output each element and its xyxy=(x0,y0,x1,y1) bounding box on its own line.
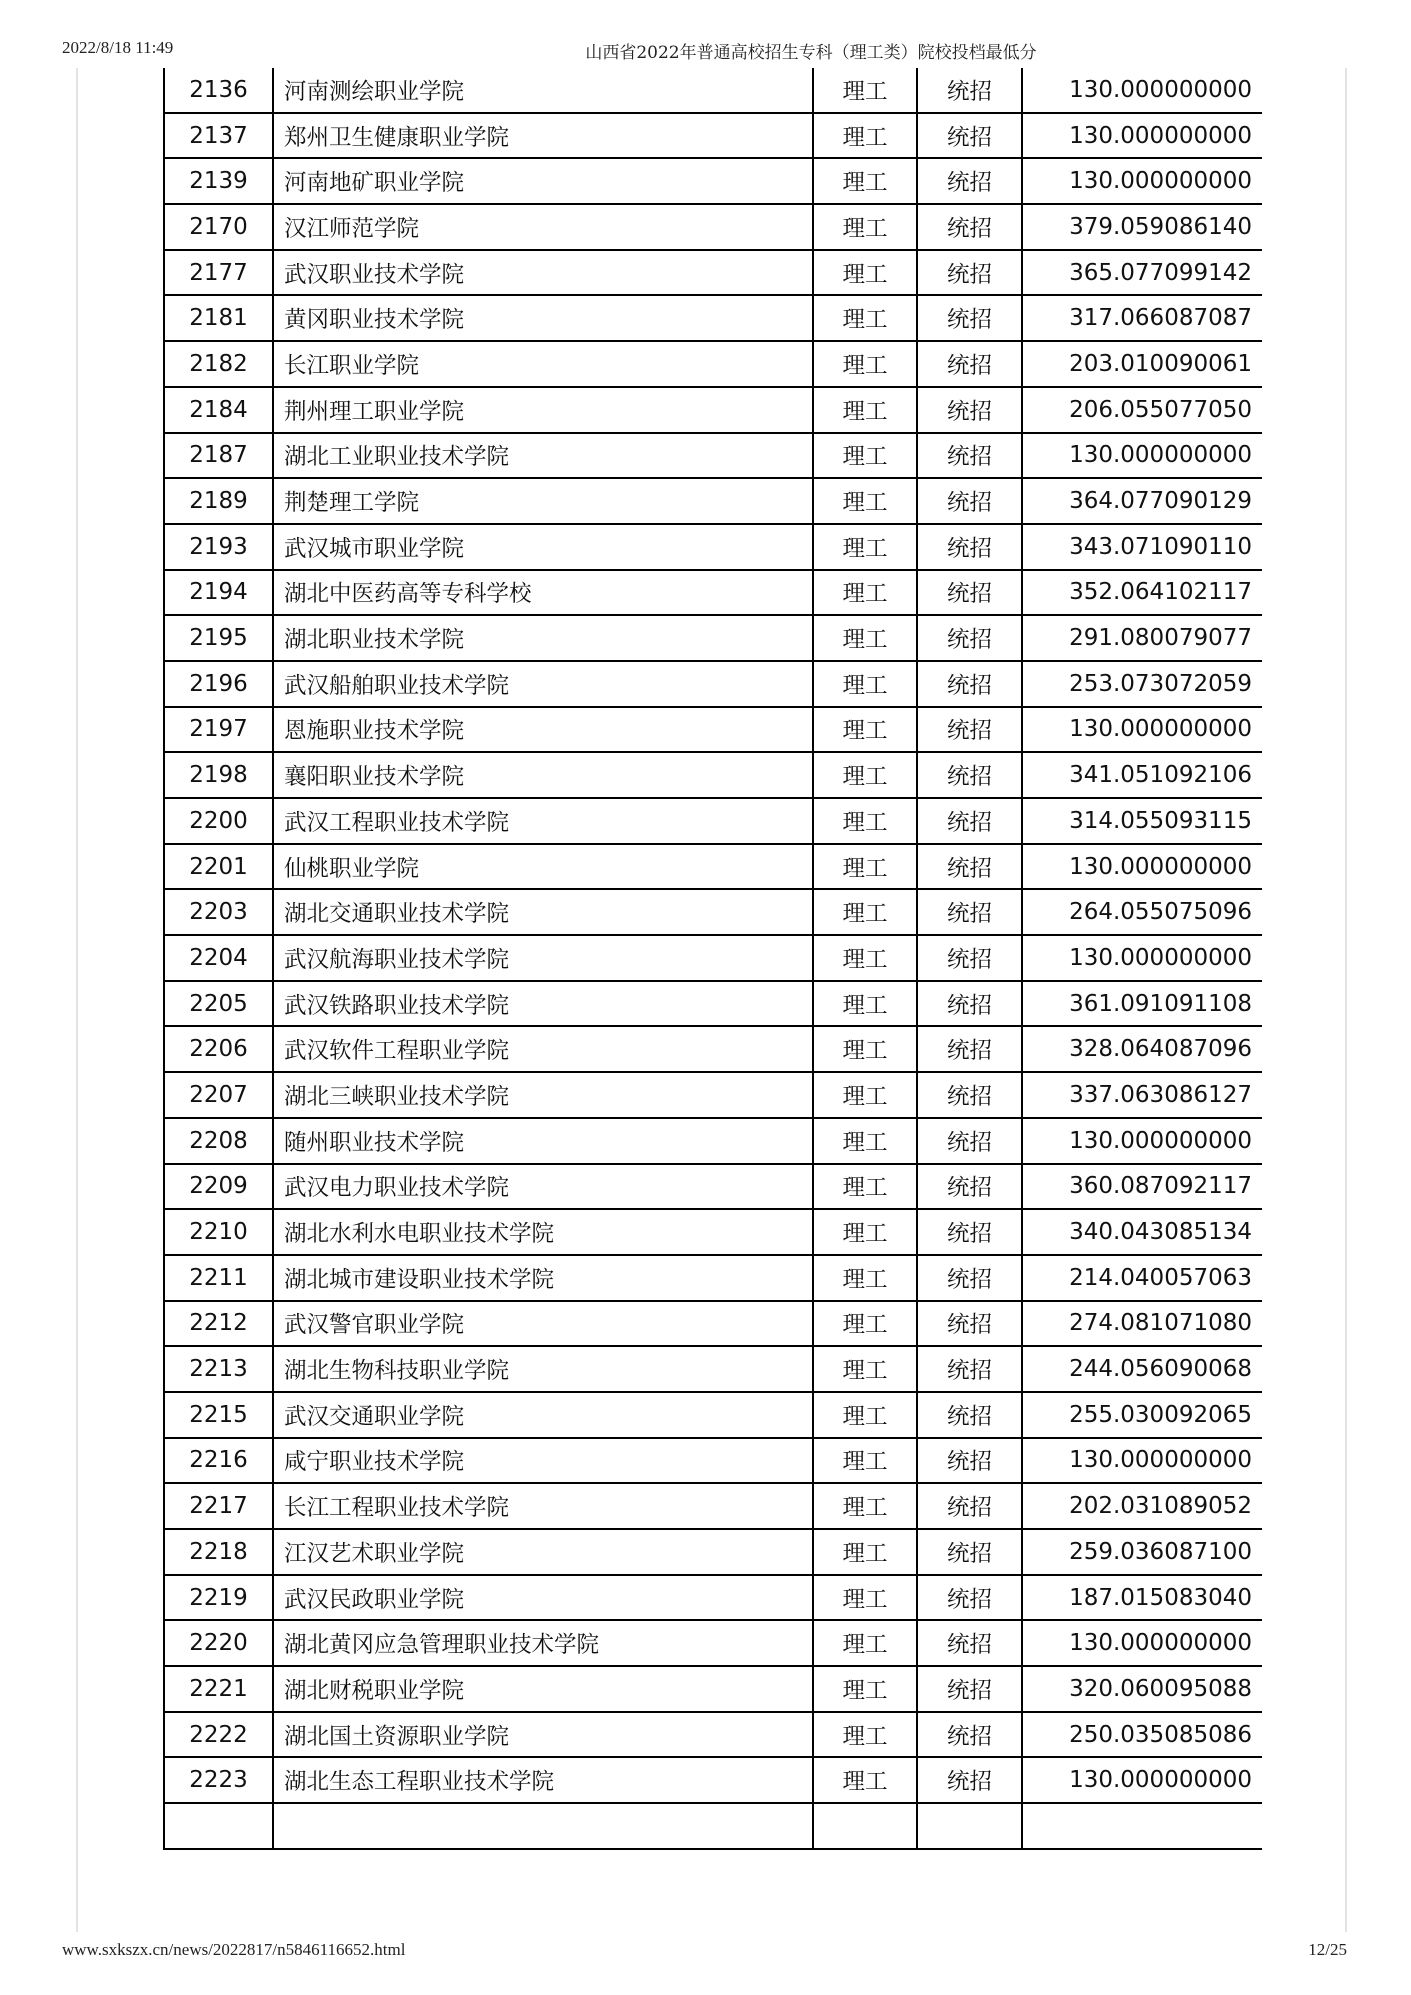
table-row xyxy=(164,1575,1262,1621)
school-code-cell: 2196 xyxy=(164,661,273,707)
table-row xyxy=(164,570,1262,616)
school-name-cell: 湖北城市建设职业技术学院 xyxy=(273,1255,813,1301)
table-row xyxy=(164,68,1262,113)
min-score-cell: 130.000000000 xyxy=(1022,844,1262,890)
category-cell: 理工 xyxy=(813,1301,917,1347)
batch-cell: 统招 xyxy=(917,158,1022,204)
table-row xyxy=(164,1483,1262,1529)
table-row xyxy=(164,889,1262,935)
school-name-cell: 恩施职业技术学院 xyxy=(273,707,813,753)
min-score-cell: 361.091091108 xyxy=(1022,981,1262,1027)
batch-cell: 统招 xyxy=(917,387,1022,433)
category-cell: 理工 xyxy=(813,1209,917,1255)
batch-cell: 统招 xyxy=(917,113,1022,159)
min-score-cell: 130.000000000 xyxy=(1022,1438,1262,1484)
page-title: 山西省2022年普通高校招生专科（理工类）院校投档最低分 xyxy=(585,43,1037,63)
batch-cell: 统招 xyxy=(917,1118,1022,1164)
batch-cell: 统招 xyxy=(917,889,1022,935)
school-name-cell: 湖北交通职业技术学院 xyxy=(273,889,813,935)
school-name-cell: 湖北生物科技职业学院 xyxy=(273,1346,813,1392)
school-code-cell: 2207 xyxy=(164,1072,273,1118)
table-row xyxy=(164,250,1262,296)
category-cell: 理工 xyxy=(813,1346,917,1392)
min-score-cell: 360.087092117 xyxy=(1022,1164,1262,1210)
batch-cell: 统招 xyxy=(917,1529,1022,1575)
school-code-cell: 2216 xyxy=(164,1438,273,1484)
category-cell: 理工 xyxy=(813,1438,917,1484)
category-cell: 理工 xyxy=(813,1392,917,1438)
category-cell: 理工 xyxy=(813,889,917,935)
table-row xyxy=(164,478,1262,524)
table-row xyxy=(164,798,1262,844)
category-cell: 理工 xyxy=(813,478,917,524)
table-row xyxy=(164,1620,1262,1666)
table-row xyxy=(164,1712,1262,1758)
school-code-cell: 2212 xyxy=(164,1301,273,1347)
school-name-cell: 湖北财税职业学院 xyxy=(273,1666,813,1712)
school-name-cell: 河南地矿职业学院 xyxy=(273,158,813,204)
batch-cell: 统招 xyxy=(917,661,1022,707)
school-name-cell: 荆州理工职业学院 xyxy=(273,387,813,433)
batch-cell: 统招 xyxy=(917,752,1022,798)
category-cell: 理工 xyxy=(813,935,917,981)
table-body xyxy=(164,68,1262,1849)
min-score-cell: 352.064102117 xyxy=(1022,570,1262,616)
category-cell: 理工 xyxy=(813,295,917,341)
school-name-cell: 湖北三峡职业技术学院 xyxy=(273,1072,813,1118)
batch-cell: 统招 xyxy=(917,981,1022,1027)
table-row xyxy=(164,158,1262,204)
school-code-cell: 2218 xyxy=(164,1529,273,1575)
min-score-cell: 274.081071080 xyxy=(1022,1301,1262,1347)
footer-url: www.sxkszx.cn/news/2022817/n5846116652.html xyxy=(62,1940,406,1959)
category-cell: 理工 xyxy=(813,981,917,1027)
school-name-cell: 湖北国土资源职业学院 xyxy=(273,1712,813,1758)
min-score-cell: 340.043085134 xyxy=(1022,1209,1262,1255)
school-code-cell: 2201 xyxy=(164,844,273,890)
school-code-cell: 2193 xyxy=(164,524,273,570)
table-row xyxy=(164,1666,1262,1712)
category-cell: 理工 xyxy=(813,1712,917,1758)
school-name-cell: 河南测绘职业学院 xyxy=(273,68,813,113)
table-row xyxy=(164,295,1262,341)
batch-cell: 统招 xyxy=(917,478,1022,524)
print-datetime: 2022/8/18 11:49 xyxy=(62,38,174,57)
school-code-cell: 2187 xyxy=(164,433,273,479)
batch-cell: 统招 xyxy=(917,524,1022,570)
school-name-cell: 湖北工业职业技术学院 xyxy=(273,433,813,479)
school-name-cell xyxy=(273,1803,813,1849)
table-row xyxy=(164,1118,1262,1164)
category-cell: 理工 xyxy=(813,615,917,661)
school-code-cell: 2197 xyxy=(164,707,273,753)
batch-cell: 统招 xyxy=(917,798,1022,844)
min-score-cell: 337.063086127 xyxy=(1022,1072,1262,1118)
min-score-cell: 253.073072059 xyxy=(1022,661,1262,707)
category-cell: 理工 xyxy=(813,250,917,296)
school-name-cell: 荆楚理工学院 xyxy=(273,478,813,524)
category-cell: 理工 xyxy=(813,433,917,479)
category-cell: 理工 xyxy=(813,1620,917,1666)
table-row xyxy=(164,981,1262,1027)
batch-cell: 统招 xyxy=(917,707,1022,753)
table-row xyxy=(164,1803,1262,1849)
category-cell: 理工 xyxy=(813,661,917,707)
min-score-cell: 341.051092106 xyxy=(1022,752,1262,798)
school-name-cell: 长江工程职业技术学院 xyxy=(273,1483,813,1529)
batch-cell: 统招 xyxy=(917,1072,1022,1118)
category-cell: 理工 xyxy=(813,1529,917,1575)
min-score-cell: 259.036087100 xyxy=(1022,1529,1262,1575)
school-code-cell: 2177 xyxy=(164,250,273,296)
school-name-cell: 湖北职业技术学院 xyxy=(273,615,813,661)
school-code-cell: 2213 xyxy=(164,1346,273,1392)
admission-scores-table-container xyxy=(163,68,1262,1932)
batch-cell: 统招 xyxy=(917,1392,1022,1438)
table-row xyxy=(164,1346,1262,1392)
school-code-cell: 2210 xyxy=(164,1209,273,1255)
school-name-cell: 武汉警官职业学院 xyxy=(273,1301,813,1347)
school-code-cell: 2206 xyxy=(164,1026,273,1072)
school-code-cell xyxy=(164,1803,273,1849)
category-cell: 理工 xyxy=(813,1118,917,1164)
table-row xyxy=(164,1757,1262,1803)
school-name-cell: 武汉铁路职业技术学院 xyxy=(273,981,813,1027)
table-row xyxy=(164,387,1262,433)
category-cell: 理工 xyxy=(813,1164,917,1210)
school-code-cell: 2222 xyxy=(164,1712,273,1758)
school-code-cell: 2198 xyxy=(164,752,273,798)
school-code-cell: 2137 xyxy=(164,113,273,159)
min-score-cell: 130.000000000 xyxy=(1022,113,1262,159)
category-cell: 理工 xyxy=(813,707,917,753)
table-row xyxy=(164,844,1262,890)
category-cell: 理工 xyxy=(813,387,917,433)
table-row xyxy=(164,1209,1262,1255)
school-name-cell: 长江职业学院 xyxy=(273,341,813,387)
table-row xyxy=(164,1438,1262,1484)
table-row xyxy=(164,1164,1262,1210)
min-score-cell: 130.000000000 xyxy=(1022,1620,1262,1666)
category-cell: 理工 xyxy=(813,113,917,159)
min-score-cell: 320.060095088 xyxy=(1022,1666,1262,1712)
school-code-cell: 2181 xyxy=(164,295,273,341)
school-code-cell: 2136 xyxy=(164,68,273,113)
batch-cell: 统招 xyxy=(917,1026,1022,1072)
category-cell xyxy=(813,1803,917,1849)
batch-cell: 统招 xyxy=(917,1620,1022,1666)
category-cell: 理工 xyxy=(813,1757,917,1803)
school-name-cell: 湖北黄冈应急管理职业技术学院 xyxy=(273,1620,813,1666)
batch-cell xyxy=(917,1803,1022,1849)
school-code-cell: 2203 xyxy=(164,889,273,935)
min-score-cell: 130.000000000 xyxy=(1022,1118,1262,1164)
table-row xyxy=(164,433,1262,479)
table-row xyxy=(164,752,1262,798)
category-cell: 理工 xyxy=(813,570,917,616)
min-score-cell: 130.000000000 xyxy=(1022,433,1262,479)
batch-cell: 统招 xyxy=(917,1712,1022,1758)
min-score-cell: 214.040057063 xyxy=(1022,1255,1262,1301)
batch-cell: 统招 xyxy=(917,570,1022,616)
school-code-cell: 2189 xyxy=(164,478,273,524)
school-code-cell: 2204 xyxy=(164,935,273,981)
batch-cell: 统招 xyxy=(917,68,1022,113)
school-name-cell: 武汉交通职业学院 xyxy=(273,1392,813,1438)
school-name-cell: 武汉电力职业技术学院 xyxy=(273,1164,813,1210)
school-code-cell: 2195 xyxy=(164,615,273,661)
table-row xyxy=(164,935,1262,981)
min-score-cell: 130.000000000 xyxy=(1022,1757,1262,1803)
school-code-cell: 2139 xyxy=(164,158,273,204)
batch-cell: 统招 xyxy=(917,1483,1022,1529)
school-code-cell: 2221 xyxy=(164,1666,273,1712)
min-score-cell: 365.077099142 xyxy=(1022,250,1262,296)
min-score-cell: 130.000000000 xyxy=(1022,935,1262,981)
school-name-cell: 湖北水利水电职业技术学院 xyxy=(273,1209,813,1255)
category-cell: 理工 xyxy=(813,341,917,387)
batch-cell: 统招 xyxy=(917,1575,1022,1621)
batch-cell: 统招 xyxy=(917,1164,1022,1210)
min-score-cell: 206.055077050 xyxy=(1022,387,1262,433)
batch-cell: 统招 xyxy=(917,433,1022,479)
batch-cell: 统招 xyxy=(917,844,1022,890)
school-name-cell: 武汉民政职业学院 xyxy=(273,1575,813,1621)
category-cell: 理工 xyxy=(813,204,917,250)
school-code-cell: 2194 xyxy=(164,570,273,616)
category-cell: 理工 xyxy=(813,1666,917,1712)
table-row xyxy=(164,1255,1262,1301)
school-code-cell: 2223 xyxy=(164,1757,273,1803)
batch-cell: 统招 xyxy=(917,615,1022,661)
table-row xyxy=(164,524,1262,570)
min-score-cell: 314.055093115 xyxy=(1022,798,1262,844)
school-code-cell: 2182 xyxy=(164,341,273,387)
table-row xyxy=(164,1301,1262,1347)
page-frame-left-border xyxy=(76,68,78,1932)
school-name-cell: 随州职业技术学院 xyxy=(273,1118,813,1164)
min-score-cell: 130.000000000 xyxy=(1022,68,1262,113)
min-score-cell: 203.010090061 xyxy=(1022,341,1262,387)
school-code-cell: 2220 xyxy=(164,1620,273,1666)
school-code-cell: 2208 xyxy=(164,1118,273,1164)
school-name-cell: 武汉船舶职业技术学院 xyxy=(273,661,813,707)
min-score-cell: 130.000000000 xyxy=(1022,158,1262,204)
school-code-cell: 2215 xyxy=(164,1392,273,1438)
batch-cell: 统招 xyxy=(917,1255,1022,1301)
min-score-cell: 244.056090068 xyxy=(1022,1346,1262,1392)
school-name-cell: 黄冈职业技术学院 xyxy=(273,295,813,341)
table-row xyxy=(164,615,1262,661)
table-row xyxy=(164,707,1262,753)
category-cell: 理工 xyxy=(813,1026,917,1072)
min-score-cell: 379.059086140 xyxy=(1022,204,1262,250)
min-score-cell: 202.031089052 xyxy=(1022,1483,1262,1529)
batch-cell: 统招 xyxy=(917,341,1022,387)
batch-cell: 统招 xyxy=(917,295,1022,341)
table-row xyxy=(164,1026,1262,1072)
min-score-cell: 364.077090129 xyxy=(1022,478,1262,524)
school-name-cell: 武汉软件工程职业学院 xyxy=(273,1026,813,1072)
school-code-cell: 2170 xyxy=(164,204,273,250)
school-name-cell: 武汉工程职业技术学院 xyxy=(273,798,813,844)
batch-cell: 统招 xyxy=(917,1757,1022,1803)
page-number: 12/25 xyxy=(1308,1940,1347,1959)
table-row xyxy=(164,341,1262,387)
batch-cell: 统招 xyxy=(917,204,1022,250)
min-score-cell: 187.015083040 xyxy=(1022,1575,1262,1621)
school-name-cell: 武汉航海职业技术学院 xyxy=(273,935,813,981)
school-name-cell: 江汉艺术职业学院 xyxy=(273,1529,813,1575)
category-cell: 理工 xyxy=(813,158,917,204)
page-frame-right-border xyxy=(1345,68,1347,1932)
school-code-cell: 2209 xyxy=(164,1164,273,1210)
category-cell: 理工 xyxy=(813,798,917,844)
category-cell: 理工 xyxy=(813,68,917,113)
table-row xyxy=(164,204,1262,250)
table-row xyxy=(164,1529,1262,1575)
school-code-cell: 2219 xyxy=(164,1575,273,1621)
min-score-cell: 343.071090110 xyxy=(1022,524,1262,570)
school-name-cell: 湖北生态工程职业技术学院 xyxy=(273,1757,813,1803)
school-name-cell: 郑州卫生健康职业学院 xyxy=(273,113,813,159)
category-cell: 理工 xyxy=(813,844,917,890)
school-code-cell: 2211 xyxy=(164,1255,273,1301)
school-code-cell: 2205 xyxy=(164,981,273,1027)
min-score-cell: 264.055075096 xyxy=(1022,889,1262,935)
school-name-cell: 汉江师范学院 xyxy=(273,204,813,250)
category-cell: 理工 xyxy=(813,1072,917,1118)
min-score-cell: 250.035085086 xyxy=(1022,1712,1262,1758)
batch-cell: 统招 xyxy=(917,1438,1022,1484)
category-cell: 理工 xyxy=(813,1483,917,1529)
table-row xyxy=(164,113,1262,159)
school-name-cell: 武汉职业技术学院 xyxy=(273,250,813,296)
min-score-cell xyxy=(1022,1803,1262,1849)
school-code-cell: 2184 xyxy=(164,387,273,433)
category-cell: 理工 xyxy=(813,1255,917,1301)
school-name-cell: 湖北中医药高等专科学校 xyxy=(273,570,813,616)
school-name-cell: 咸宁职业技术学院 xyxy=(273,1438,813,1484)
batch-cell: 统招 xyxy=(917,1209,1022,1255)
batch-cell: 统招 xyxy=(917,1666,1022,1712)
school-name-cell: 武汉城市职业学院 xyxy=(273,524,813,570)
category-cell: 理工 xyxy=(813,1575,917,1621)
min-score-cell: 291.080079077 xyxy=(1022,615,1262,661)
school-name-cell: 襄阳职业技术学院 xyxy=(273,752,813,798)
school-name-cell: 仙桃职业学院 xyxy=(273,844,813,890)
min-score-cell: 255.030092065 xyxy=(1022,1392,1262,1438)
min-score-cell: 130.000000000 xyxy=(1022,707,1262,753)
batch-cell: 统招 xyxy=(917,1346,1022,1392)
table-row xyxy=(164,1392,1262,1438)
admission-scores-table xyxy=(163,68,1262,1850)
table-row xyxy=(164,1072,1262,1118)
batch-cell: 统招 xyxy=(917,250,1022,296)
min-score-cell: 328.064087096 xyxy=(1022,1026,1262,1072)
school-code-cell: 2217 xyxy=(164,1483,273,1529)
table-row xyxy=(164,661,1262,707)
school-code-cell: 2200 xyxy=(164,798,273,844)
batch-cell: 统招 xyxy=(917,1301,1022,1347)
category-cell: 理工 xyxy=(813,752,917,798)
min-score-cell: 317.066087087 xyxy=(1022,295,1262,341)
category-cell: 理工 xyxy=(813,524,917,570)
batch-cell: 统招 xyxy=(917,935,1022,981)
